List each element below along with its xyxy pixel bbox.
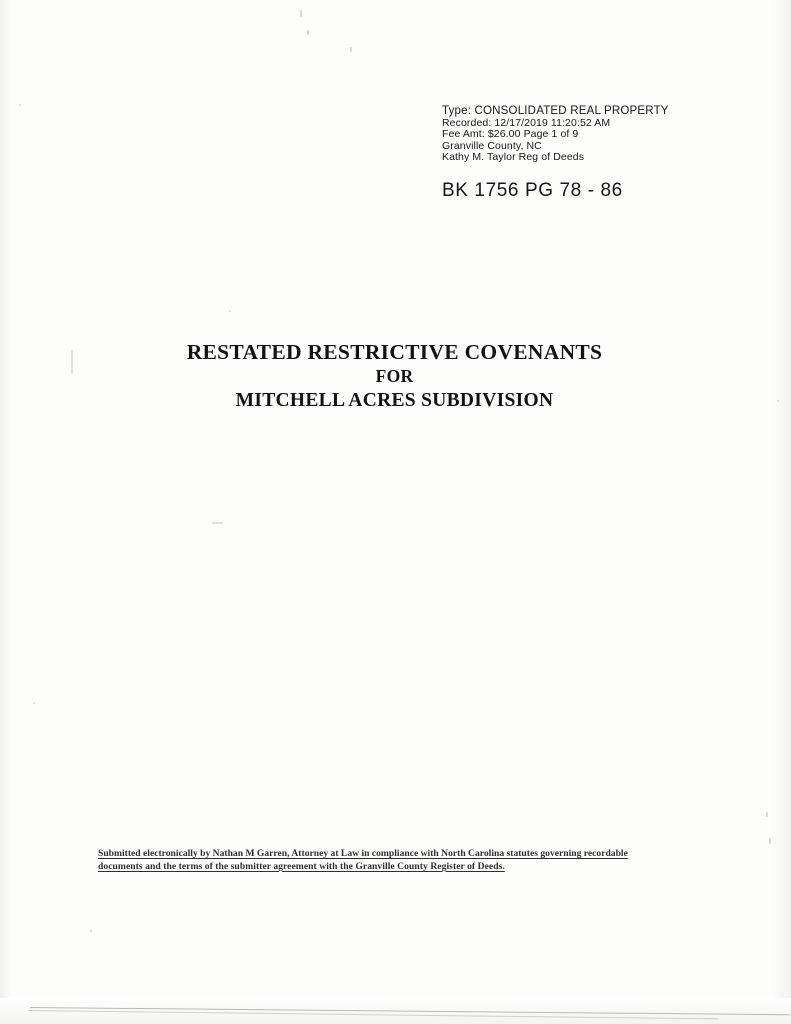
scan-speck (212, 522, 223, 524)
stamp-line-type: Type: CONSOLIDATED REAL PROPERTY (442, 105, 669, 117)
electronic-submission-note (98, 848, 698, 873)
document-title-line-3: MITCHELL ACRES SUBDIVISION (235, 390, 554, 411)
scan-speck (229, 310, 231, 312)
document-title-block (0, 340, 791, 413)
scan-speck (350, 47, 352, 52)
page-edge-shading-right (769, 0, 791, 1024)
book-and-page-reference: BK 1756 PG 78 - 86 (442, 180, 623, 201)
submission-note-line-2: documents and the terms of the submitter agreement with the Granville County Register of Deeds. (98, 860, 505, 872)
stamp-line-county: Granville County, NC (442, 139, 542, 152)
scan-speck (33, 702, 35, 704)
page-edge-shading-left (0, 0, 14, 1024)
document-title-line-2: FOR (375, 366, 414, 386)
scan-speck (90, 930, 92, 932)
scan-speck (300, 10, 302, 17)
submission-note-line-1: Submitted electronically by Nathan M Garren, Attorney at Law in compliance with North Carolina statutes governing recordable (98, 848, 628, 859)
stamp-line-fee-amount: Fee Amt: $26.00 Page 1 of 9 (442, 128, 579, 141)
document-title-line-1: RESTATED RESTRICTIVE COVENANTS (186, 340, 603, 364)
scan-speck (19, 104, 21, 106)
stamp-line-recorded: Recorded: 12/17/2019 11:20:52 AM (442, 116, 611, 129)
scan-speck (766, 812, 768, 817)
recording-stamp (442, 106, 702, 164)
scan-speck (307, 30, 309, 35)
scan-speck (769, 838, 771, 844)
stamp-line-register-of-deeds: Kathy M. Taylor Reg of Deeds (442, 151, 585, 164)
